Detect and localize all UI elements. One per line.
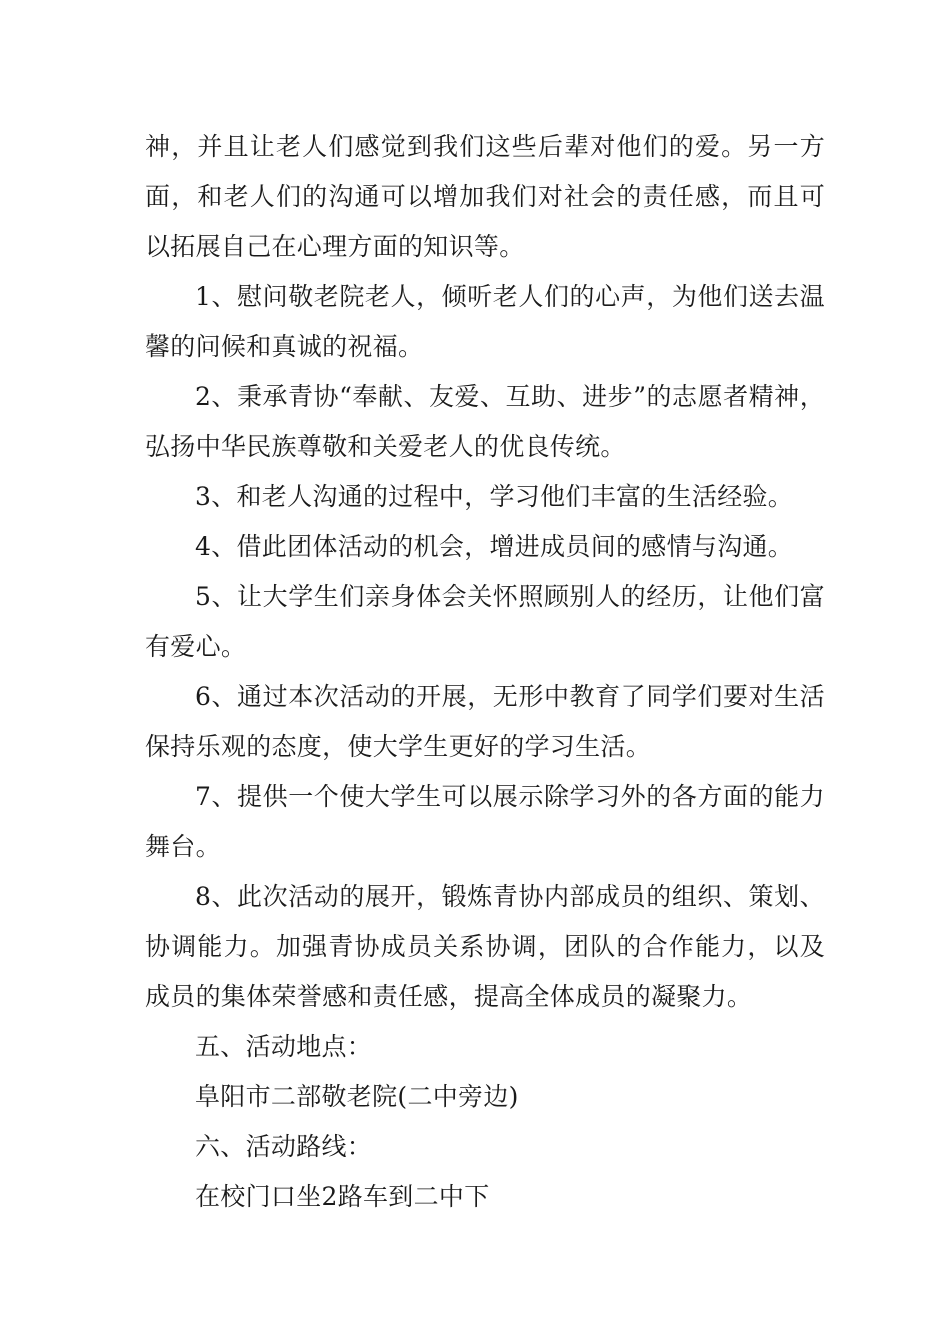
section-heading-route: 六、活动路线：	[195, 1132, 373, 1161]
paragraph-goal-7: 7、提供一个使大学生可以展示除学习外的各方面的能力舞台。	[145, 782, 825, 861]
section-heading-location: 五、活动地点：	[195, 1032, 373, 1061]
paragraph-goal-2: 2、秉承青协“奉献、友爱、互助、进步”的志愿者精神，弘扬中华民族尊敬和关爱老人的优良传统。	[145, 382, 825, 461]
document-body	[145, 122, 825, 1222]
paragraph-goal-1: 1、慰问敬老院老人，倾听老人们的心声，为他们送去温馨的问候和真诚的祝福。	[145, 282, 825, 361]
paragraph-goal-8: 8、此次活动的展开，锻炼青协内部成员的组织、策划、协调能力。加强青协成员关系协调，团队的合作能力，以及成员的集体荣誉感和责任感，提高全体成员的凝聚力。	[145, 882, 825, 1011]
paragraph-goal-6: 6、通过本次活动的开展，无形中教育了同学们要对生活保持乐观的态度，使大学生更好的学习生活。	[145, 682, 825, 761]
paragraph-goal-3: 3、和老人沟通的过程中，学习他们丰富的生活经验。	[195, 482, 794, 511]
paragraph-intro-continuation: 神，并且让老人们感觉到我们这些后辈对他们的爱。另一方面，和老人们的沟通可以增加我们对社会的责任感，而且可以拓展自己在心理方面的知识等。	[145, 132, 825, 261]
paragraph-goal-5: 5、让大学生们亲身体会关怀照顾别人的经历，让他们富有爱心。	[145, 582, 825, 661]
paragraph-goal-4: 4、借此团体活动的机会，增进成员间的感情与沟通。	[195, 532, 794, 561]
paragraph-route: 在校门口坐2路车到二中下	[195, 1182, 490, 1211]
paragraph-location: 阜阳市二部敬老院(二中旁边)	[195, 1082, 519, 1111]
